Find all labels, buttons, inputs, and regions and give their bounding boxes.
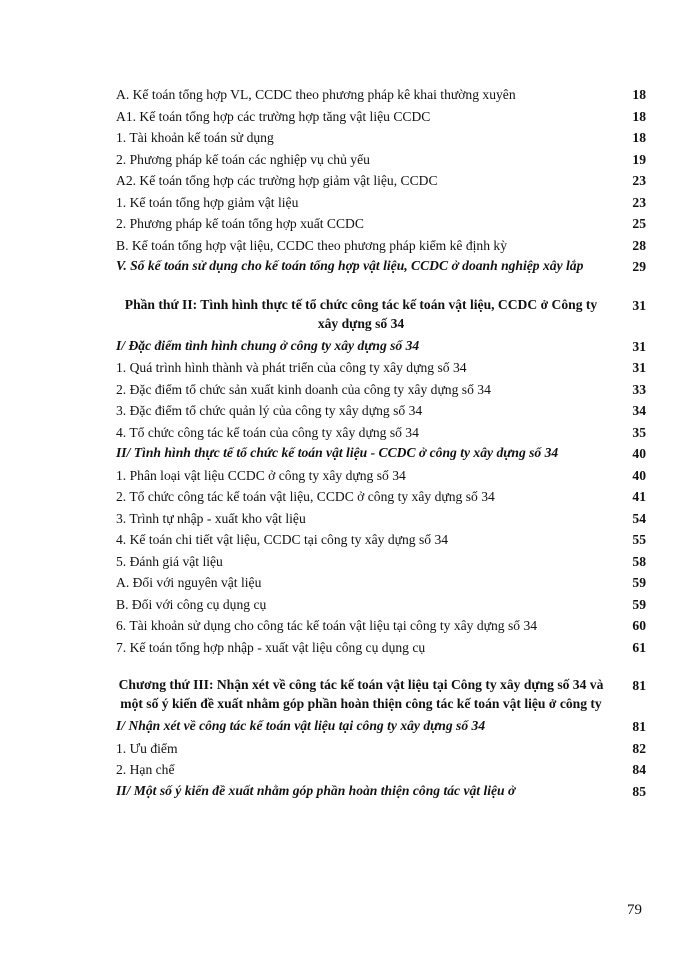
toc-part2b-list: [116, 465, 646, 659]
toc-part1-list: [116, 84, 646, 278]
toc-section-entry: [116, 336, 646, 358]
toc-entry-title: II/ Một số ý kiến đề xuất nhằm góp phần hoàn thiện công tác vật liệu ở: [116, 782, 516, 798]
toc-entry: [116, 106, 646, 128]
toc-entry-page: 33: [632, 381, 646, 397]
toc-entry: [116, 486, 646, 508]
toc-entry-title: 1. Quá trình hình thành và phát triển của công ty xây dựng số 34: [116, 360, 467, 375]
toc-entry-page: 81: [632, 719, 646, 734]
toc-entry: [116, 529, 646, 551]
toc-entry: [116, 738, 646, 760]
toc-entry: [116, 637, 646, 659]
toc-entry-page: 31: [632, 297, 646, 313]
toc-entry-page: 18: [632, 130, 646, 145]
toc-entry-page: 58: [632, 553, 646, 569]
part-heading-title: Phần thứ II: Tình hình thực tế tổ chức công tác kế toán vật liệu, CCDC ở Công ty xây dựng số 34: [124, 296, 598, 331]
toc-entry-title: B. Kế toán tổng hợp vật liệu, CCDC theo phương pháp kiểm kê định kỳ: [116, 237, 507, 253]
toc-entry-title: 1. Phân loại vật liệu CCDC ở công ty xây dựng số 34: [116, 467, 406, 483]
table-of-contents: [116, 84, 646, 802]
toc-entry: [116, 192, 646, 214]
toc-entry-page: 31: [632, 338, 646, 354]
toc-entry: [116, 615, 646, 637]
toc-entry-page: 59: [632, 575, 646, 590]
toc-entry-title: 1. Ưu điểm: [116, 740, 178, 756]
toc-entry-title: I/ Nhận xét về công tác kế toán vật liệu tại công ty xây dựng số 34: [116, 718, 486, 733]
toc-part3-list: [116, 738, 646, 781]
toc-entry-title: 1. Tài khoản kế toán sử dụng: [116, 130, 274, 145]
part-heading-title: Chương thứ III: Nhận xét về công tác kế toán vật liệu tại Công ty xây dựng số 34 và một số ý kiến đề xuất nhằm góp phần hoàn thiện công tác kế toán vật liệu ở công ty: [118, 677, 604, 711]
toc-entry-title: B. Đối với công cụ dụng cụ: [116, 596, 267, 612]
toc-entry: [116, 400, 646, 422]
toc-entry-page: 82: [632, 740, 646, 756]
toc-entry-page: 84: [632, 762, 646, 777]
toc-entry: [116, 594, 646, 616]
toc-entry-page: 25: [632, 216, 646, 231]
toc-entry: [116, 508, 646, 530]
toc-entry: [116, 465, 646, 487]
toc-entry: [116, 572, 646, 594]
toc-entry: [116, 759, 646, 781]
toc-entry-title: 3. Đặc điểm tổ chức quản lý của công ty xây dựng số 34: [116, 403, 423, 418]
toc-section-entry: [116, 443, 646, 465]
toc-entry-page: 40: [632, 446, 646, 461]
toc-entry: [116, 551, 646, 573]
toc-entry-page: 81: [632, 678, 646, 693]
toc-entry-page: 55: [632, 532, 646, 547]
toc-section-entry: [116, 256, 646, 278]
toc-entry-page: 23: [632, 194, 646, 210]
toc-entry: [116, 379, 646, 401]
toc-entry-title: 4. Kế toán chi tiết vật liệu, CCDC tại công ty xây dựng số 34: [116, 532, 449, 547]
toc-entry-page: 35: [632, 424, 646, 440]
toc-entry-page: 61: [632, 639, 646, 655]
toc-entry-title: A1. Kế toán tổng hợp các trường hợp tăng vật liệu CCDC: [116, 108, 431, 124]
toc-entry-page: 34: [632, 403, 646, 418]
toc-entry: [116, 84, 646, 106]
toc-entry: [116, 422, 646, 444]
toc-entry-page: 54: [632, 510, 646, 526]
toc-entry-title: 2. Phương pháp kế toán tổng hợp xuất CCDC: [116, 216, 364, 231]
toc-entry-title: A. Đối với nguyên vật liệu: [116, 575, 262, 590]
toc-section-entry: [116, 781, 646, 803]
toc-entry-page: 19: [632, 151, 646, 167]
toc-entry-page: 29: [632, 259, 646, 274]
toc-entry: [116, 127, 646, 149]
toc-entry: [116, 149, 646, 171]
toc-entry-page: 41: [632, 489, 646, 504]
toc-entry-title: 3. Trình tự nhập - xuất kho vật liệu: [116, 510, 306, 526]
part3-heading: [116, 675, 646, 713]
toc-entry-page: 23: [632, 173, 646, 188]
page-number: 79: [627, 902, 642, 918]
toc-entry-title: 1. Kế toán tổng hợp giảm vật liệu: [116, 194, 299, 210]
toc-entry-title: 2. Hạn chế: [116, 762, 175, 777]
toc-entry-title: 6. Tài khoản sử dụng cho công tác kế toán vật liệu tại công ty xây dựng số 34: [116, 618, 538, 633]
toc-part2a-list: [116, 357, 646, 443]
toc-entry-title: 5. Đánh giá vật liệu: [116, 553, 223, 569]
toc-entry-page: 31: [632, 360, 646, 375]
toc-entry: [116, 170, 646, 192]
toc-entry-title: 4. Tổ chức công tác kế toán của công ty xây dựng số 34: [116, 424, 419, 440]
toc-entry: [116, 357, 646, 379]
toc-entry: [116, 235, 646, 257]
toc-entry-title: II/ Tình hình thực tế tổ chức kế toán vật liệu - CCDC ở công ty xây dựng số 34: [116, 445, 559, 460]
part2-heading: [116, 295, 646, 333]
toc-entry-title: A2. Kế toán tổng hợp các trường hợp giảm vật liệu, CCDC: [116, 173, 438, 188]
toc-entry-title: 2. Tổ chức công tác kế toán vật liệu, CCDC ở công ty xây dựng số 34: [116, 489, 495, 504]
toc-entry-page: 40: [632, 467, 646, 483]
toc-entry-title: 2. Đặc điểm tổ chức sản xuất kinh doanh của công ty xây dựng số 34: [116, 381, 491, 397]
toc-entry-title: 2. Phương pháp kế toán các nghiệp vụ chủ yếu: [116, 151, 370, 167]
toc-entry-page: 18: [632, 108, 646, 124]
toc-entry-title: V. Sổ kế toán sử dụng cho kế toán tổng hợp vật liệu, CCDC ở doanh nghiệp xây lắp: [116, 258, 584, 273]
toc-entry-page: 18: [632, 87, 646, 102]
toc-entry-page: 85: [632, 783, 646, 799]
toc-entry-title: 7. Kế toán tổng hợp nhập - xuất vật liệu công cụ dụng cụ: [116, 639, 426, 655]
toc-section-entry: [116, 716, 646, 738]
toc-entry-page: 60: [632, 618, 646, 633]
toc-entry-title: I/ Đặc điểm tình hình chung ở công ty xây dựng số 34: [116, 337, 420, 353]
toc-entry-page: 59: [632, 596, 646, 612]
toc-entry-title: A. Kế toán tổng hợp VL, CCDC theo phương pháp kê khai thường xuyên: [116, 87, 516, 102]
toc-entry-page: 28: [632, 237, 646, 253]
toc-entry: [116, 213, 646, 235]
